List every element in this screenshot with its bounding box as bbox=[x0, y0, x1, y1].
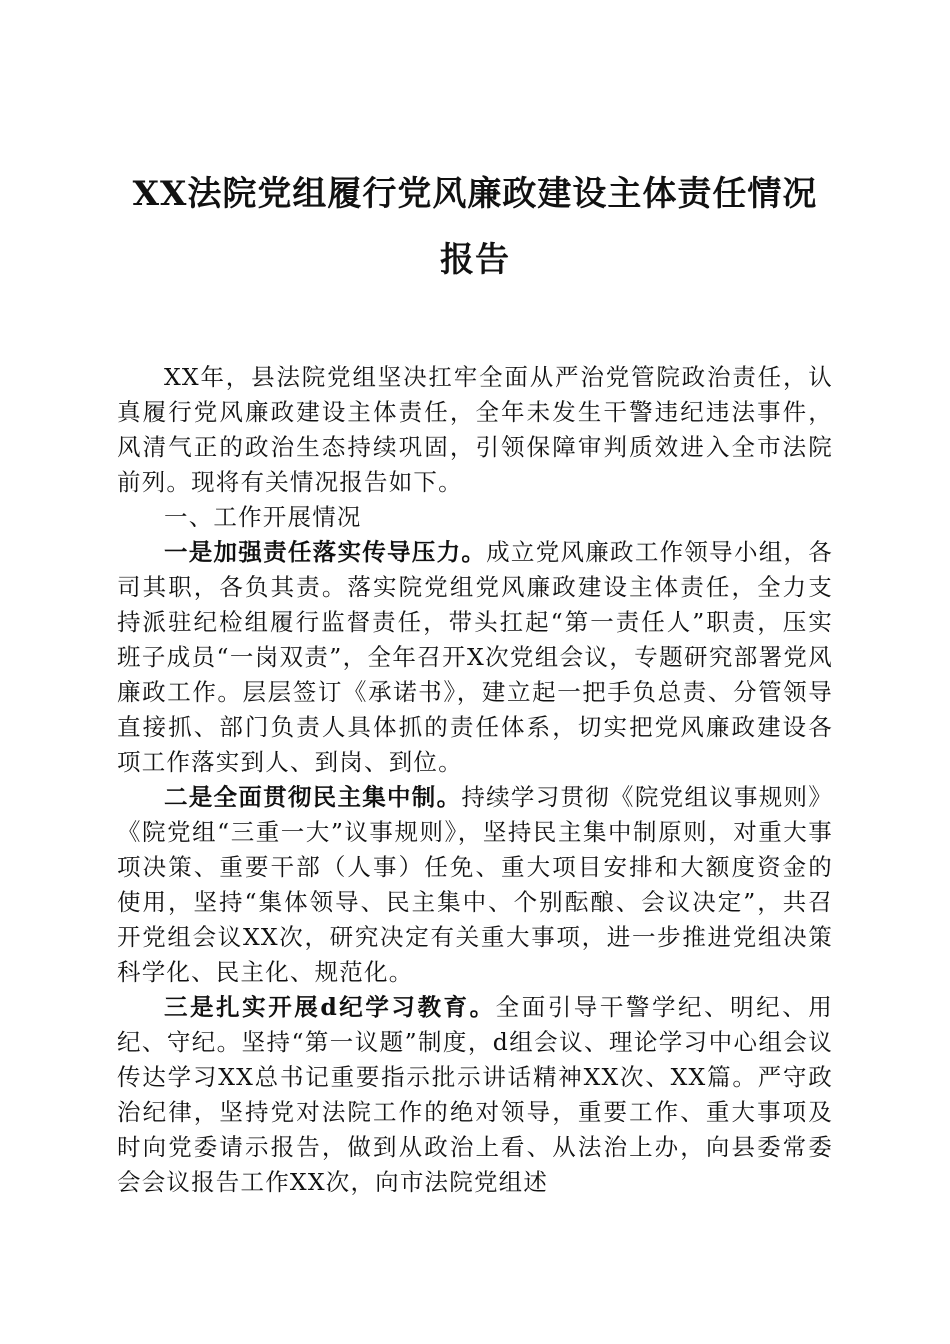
section-heading: 一、工作开展情况 bbox=[164, 503, 362, 531]
document-body bbox=[117, 360, 833, 1200]
paragraph-lead: 一是加强责任落实传导压力。 bbox=[164, 538, 487, 566]
document-title-line-1: XX法院党组履行党风廉政建设主体责任情况 bbox=[132, 174, 818, 214]
paragraph-item-2 bbox=[117, 780, 833, 990]
paragraph-text: 成立党风廉政工作领导小组，各司其职，各负其责。落实院党组党风廉政建设主体责任，全力支持派驻纪检组履行监督责任，带头扛起“第一责任人”职责，压实班子成员“一岗双责”，全年召开X次党组会议，专题研究部署党风廉政工作。层层签订《承诺书》，建立起一把手负总责、分管领导直接抓、部门负责人具体抓的责任体系，切实把党风廉政建设各项工作落实到人、到岗、到位。 bbox=[117, 538, 833, 776]
paragraph-item-1 bbox=[117, 535, 833, 780]
document-title-line-2: 报告 bbox=[440, 240, 510, 280]
paragraph-text: 持续学习贯彻《院党组议事规则》《院党组“三重一大”议事规则》，坚持民主集中制原则，对重大事项决策、重要干部（人事）任免、重大项目安排和大额度资金的使用，坚持“集体领导、民主集中、个别酝酿、会议决定”，共召开党组会议XX次，研究决定有关重大事项，进一步推进党组决策科学化、民主化、规范化。 bbox=[117, 783, 834, 986]
paragraph-text: 全面引导干警学纪、明纪、用纪、守纪。坚持“第一议题”制度，d组会议、理论学习中心组会议传达学习XX总书记重要指示批示讲话精神XX次、XX篇。严守政治纪律，坚持党对法院工作的绝对领导，重要工作、重大事项及时向党委请示报告，做到从政治上看、从法治上办，向县委常委会会议报告工作XX次，向市法院党组述 bbox=[117, 993, 833, 1196]
paragraph-item-3 bbox=[117, 990, 833, 1200]
intro-paragraph: XX年，县法院党组坚决扛牢全面从严治党管院政治责任，认真履行党风廉政建设主体责任，全年未发生干警违纪违法事件，风清气正的政治生态持续巩固，引领保障审判质效进入全市法院前列。现将有关情况报告如下。 bbox=[117, 363, 833, 496]
paragraph-lead: 三是扎实开展d纪学习教育。 bbox=[164, 993, 496, 1021]
paragraph-lead: 二是全面贯彻民主集中制。 bbox=[164, 783, 462, 811]
